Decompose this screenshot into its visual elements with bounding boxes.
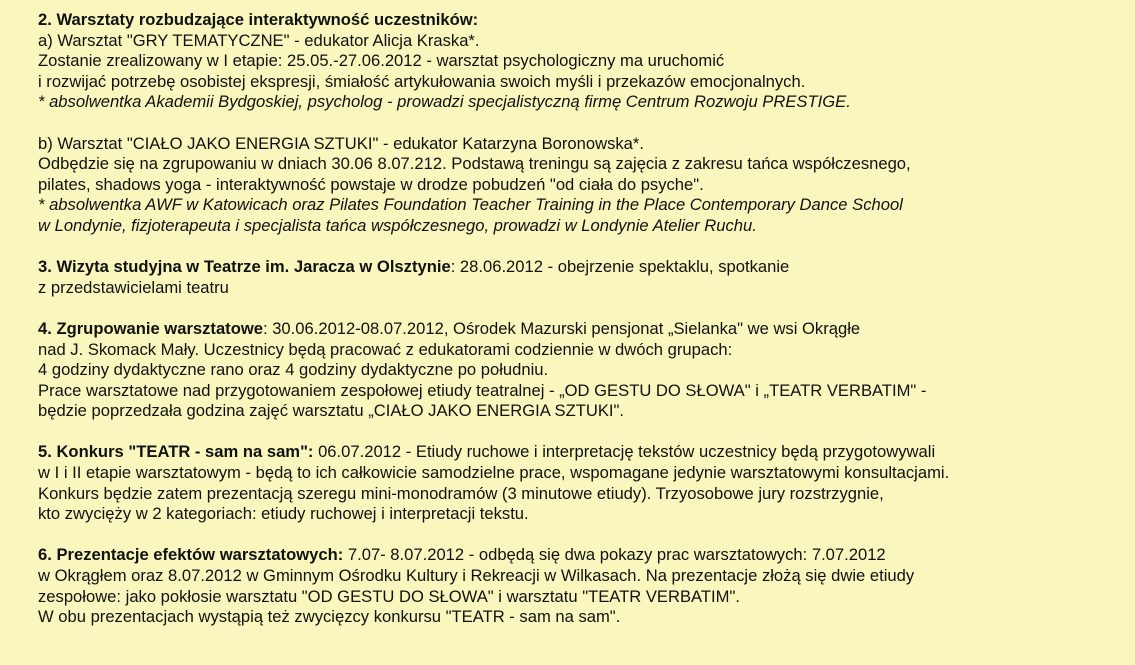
section-4-first-line [38, 319, 1135, 340]
section-4-line-2: 4 godziny dydaktyczne rano oraz 4 godziny dydaktyczne po południu. [38, 360, 549, 380]
section-presentations [38, 545, 1135, 627]
section-2-title: 2. Warsztaty rozbudzające interaktywność uczestników: [38, 10, 479, 29]
section-6-line-3: W obu prezentacjach wystąpią też zwycięzcy konkursu "TEATR - sam na sam". [38, 607, 621, 627]
section-6-rest: 7.07- 8.07.2012 - odbędą się dwa pokazy prac warsztatowych: 7.07.2012 [343, 545, 886, 565]
section-4-line-3: Prace warsztatowe nad przygotowaniem zespołowej etiudy teatralnej - „OD GESTU DO SŁOWA" i „TEATR VERBATIM" - [38, 380, 927, 400]
section-4-line-4: będzie poprzedzała godzina zajęć warsztatu „CIAŁO JAKO ENERGIA SZTUKI". [38, 401, 624, 421]
workshop-b-line-1: Odbędzie się na zgrupowaniu w dniach 30.06 8.07.212. Podstawą treningu są zajęcia z zakresu tańca współczesnego, [38, 154, 911, 174]
workshop-a-line-1: Zostanie zrealizowany w I etapie: 25.05.-27.06.2012 - warsztat psychologiczny ma uruchomić [38, 51, 725, 71]
section-4-title: 4. Zgrupowanie warsztatowe [38, 318, 263, 338]
section-workshops [38, 10, 1135, 237]
section-3-rest: : 28.06.2012 - obejrzenie spektaklu, spotkanie [450, 257, 790, 277]
workshop-a-note: * absolwentka Akademii Bydgoskiej, psycholog - prowadzi specjalistyczną firmę Centrum Rozwoju PRESTIGE. [38, 92, 851, 112]
section-6-line-1: w Okrągłem oraz 8.07.2012 w Gminnym Ośrodku Kultury i Rekreacji w Wilkasach. Na prezentacje złożą się dwie etiudy [38, 566, 915, 586]
section-4-rest: : 30.06.2012-08.07.2012, Ośrodek Mazurski pensjonat „Sielanka" we wsi Okrągłe [262, 318, 861, 338]
section-5-rest: 06.07.2012 - Etiudy ruchowe i interpretację tekstów uczestnicy będą przygotowywali [313, 442, 936, 462]
workshop-a-header: a) Warsztat "GRY TEMATYCZNE" - edukator Alicja Kraska*. [38, 30, 480, 50]
section-5-first-line [38, 442, 1135, 463]
section-6-title: 6. Prezentacje efektów warsztatowych: [38, 545, 344, 565]
section-3-title: 3. Wizyta studyjna w Teatrze im. Jaracza w Olsztynie [38, 257, 451, 277]
workshop-b-note-2: w Londynie, fizjoterapeuta i specjalista tańca współczesnego, prowadzi w Londynie Atelier Ruchu. [38, 215, 757, 235]
section-contest [38, 442, 1135, 524]
section-5-title: 5. Konkurs "TEATR - sam na sam": [38, 442, 314, 462]
workshop-b-header: b) Warsztat "CIAŁO JAKO ENERGIA SZTUKI" - edukator Katarzyna Boronowska*. [38, 133, 644, 153]
section-5-line-2: Konkurs będzie zatem prezentacją szeregu mini-monodramów (3 minutowe etiudy). Trzyosobowe jury rozstrzygnie, [38, 483, 884, 503]
section-3-first-line [38, 257, 1135, 278]
workshop-b-line-2: pilates, shadows yoga - interaktywność powstaje w drodze pobudzeń "od ciała do psyche". [38, 174, 704, 194]
section-4-line-1: nad J. Skomack Mały. Uczestnicy będą pracować z edukatorami codziennie w dwóch grupach: [38, 339, 733, 359]
section-6-line-2: zespołowe: jako pokłosie warsztatu "OD GESTU DO SŁOWA" i warsztatu "TEATR VERBATIM". [38, 586, 740, 606]
workshop-a-line-2: i rozwijać potrzebę osobistej ekspresji, śmiałość artykułowania swoich myśli i przekazów emocjonalnych. [38, 71, 806, 91]
section-3-line-1: z przedstawicielami teatru [38, 277, 229, 297]
section-study-visit [38, 257, 1135, 298]
section-5-line-3: kto zwycięży w 2 kategoriach: etiudy ruchowej i interpretacji tekstu. [38, 504, 529, 524]
section-6-first-line [38, 545, 1135, 566]
workshop-b-note-1: * absolwentka AWF w Katowicach oraz Pilates Foundation Teacher Training in the Place Contemporary Dance School [38, 195, 903, 215]
section-workshop-camp [38, 319, 1135, 422]
section-5-line-1: w I i II etapie warsztatowym - będą to ich całkowicie samodzielne prace, wspomagane jedynie warsztatowymi konsultacjami. [38, 463, 950, 483]
